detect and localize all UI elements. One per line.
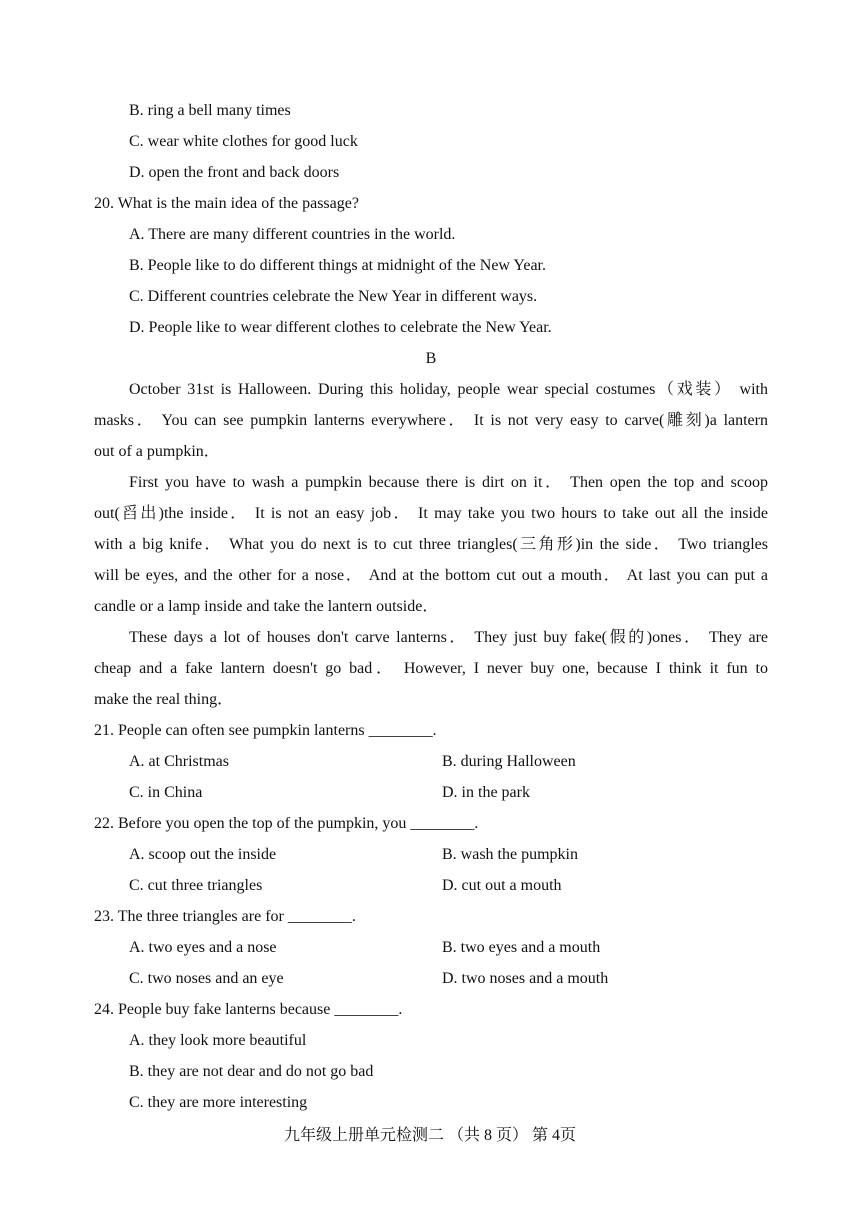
q20-option-c: C. Different countries celebrate the New Year in different ways.: [129, 288, 538, 305]
q21-stem: 21. People can often see pumpkin lanterns ________.: [94, 722, 437, 739]
passage-line: These days a lot of houses don't carve lanterns． They just buy fake(假的)ones． They are: [129, 629, 768, 646]
q22-option-a: A. scoop out the inside: [129, 846, 277, 863]
q20-option-a: A. There are many different countries in the world.: [129, 226, 456, 243]
q23-option-d: D. two noses and a mouth: [442, 970, 609, 987]
q19-option-c: C. wear white clothes for good luck: [129, 133, 358, 150]
q20-stem: 20. What is the main idea of the passage?: [94, 195, 359, 212]
q22-stem: 22. Before you open the top of the pumpkin, you ________.: [94, 815, 479, 832]
q22-option-c: C. cut three triangles: [129, 877, 263, 894]
q22-option-b: B. wash the pumpkin: [442, 846, 578, 863]
q23-option-c: C. two noses and an eye: [129, 970, 284, 987]
q24-option-c: C. they are more interesting: [129, 1094, 308, 1111]
q21-option-d: D. in the park: [442, 784, 530, 801]
q24-option-a: A. they look more beautiful: [129, 1032, 307, 1049]
q23-option-b: B. two eyes and a mouth: [442, 939, 601, 956]
q21-option-c: C. in China: [129, 784, 203, 801]
passage-line: October 31st is Halloween. During this holiday, people wear special costumes（戏装） with: [129, 381, 768, 398]
q19-option-b: B. ring a bell many times: [129, 102, 291, 119]
q19-option-d: D. open the front and back doors: [129, 164, 340, 181]
passage-line: First you have to wash a pumpkin because there is dirt on it． Then open the top and scoop: [129, 474, 768, 491]
q22-option-d: D. cut out a mouth: [442, 877, 562, 894]
passage-line: masks． You can see pumpkin lanterns everywhere． It is not very easy to carve(雕刻)a lantern: [94, 412, 768, 429]
passage-line: out(舀出)the inside． It is not an easy job． It may take you two hours to take out all the inside: [94, 505, 768, 522]
q21-option-a: A. at Christmas: [129, 753, 229, 770]
q20-option-d: D. People like to wear different clothes to celebrate the New Year.: [129, 319, 552, 336]
passage-line: cheap and a fake lantern doesn't go bad． However, I never buy one, because I think it fun to: [94, 660, 768, 677]
q21-option-b: B. during Halloween: [442, 753, 576, 770]
passage-heading: B: [425, 350, 437, 367]
q23-option-a: A. two eyes and a nose: [129, 939, 277, 956]
passage-line: make the real thing．: [94, 691, 234, 708]
q23-stem: 23. The three triangles are for ________.: [94, 908, 356, 925]
q20-option-b: B. People like to do different things at midnight of the New Year.: [129, 257, 546, 274]
passage-line: will be eyes, and the other for a nose． And at the bottom cut out a mouth． At last you can put a: [94, 567, 768, 584]
passage-line: out of a pumpkin．: [94, 443, 220, 460]
page-footer: 九年级上册单元检测二 （共 8 页） 第 4页: [283, 1127, 576, 1144]
q24-stem: 24. People buy fake lanterns because ________.: [94, 1001, 403, 1018]
q24-option-b: B. they are not dear and do not go bad: [129, 1063, 374, 1080]
passage-line: with a big knife． What you do next is to cut three triangles(三角形)in the side． Two triangles: [94, 536, 768, 553]
passage-line: candle or a lamp inside and take the lantern outside．: [94, 598, 439, 615]
